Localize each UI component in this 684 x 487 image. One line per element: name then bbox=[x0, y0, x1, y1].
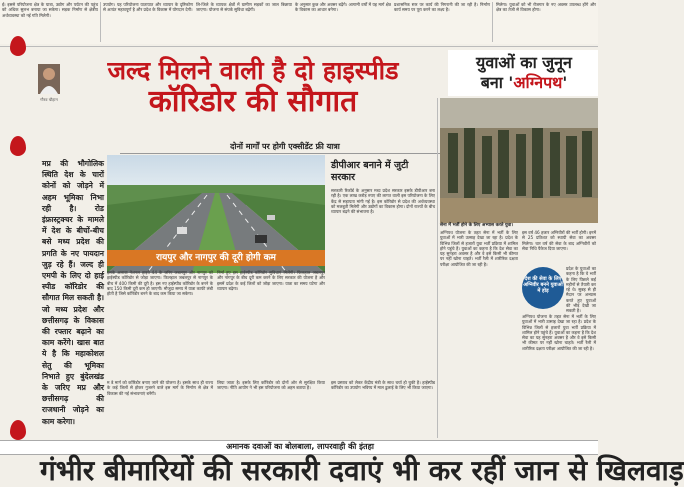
author-photo bbox=[38, 64, 60, 94]
youth-headline-suffix: ' bbox=[562, 73, 568, 92]
quote-badge: देश की सेवा के लिए अग्निवीर बनने युवाओं में होड़ bbox=[522, 267, 564, 309]
youth-headline-line-1: युवाओं का जुनून bbox=[476, 53, 572, 72]
top-column-5: प्रशासनिक स्तर पर कार्य की निगरानी की जा रही है। निर्माण कार्य समय पर पूरा करने का लक्ष्य है। bbox=[394, 2, 490, 13]
article-text: निर्मा हुए इस हाईस्पीड कॉरिडोर सुविधाएं मिलेंगी। फिलहाल जबलपुर और नागपुर के बीच दूरी कम करने के लिए सरकार की योजना है और इसमें प्रदेश के कई जिलों को जोड़ा जाएगा। यात्रा का समय घटेगा और व्यापार बढ़ेगा। bbox=[217, 270, 325, 291]
bottom-headline bbox=[40, 454, 684, 487]
drop-icon bbox=[10, 36, 26, 56]
bottom-strip-title: अमानक दवाओं का बोलबाला, लापरवाही की इंतहा bbox=[226, 442, 374, 451]
youth-headline-prefix: बना ' bbox=[480, 73, 514, 92]
divider bbox=[492, 2, 493, 42]
article-text: म डे मार्ग को कॉरिडोर बनाए जाने की योजना है। इसके साथ ही राज्य के कई जिलों से होकर गुजरने वाले इस मार्ग के निर्माण से क्षेत्र में विकास की नई संभावनाएं बनेंगी। bbox=[107, 380, 213, 396]
youth-article-text: अग्निपथ योजना के तहत सेना में भर्ती के लिए युवाओं में भारी उत्साह देखा जा रहा है। प्रदेश के विभिन्न जिलों से हजारों युवा भर्ती प्रक्रिया में शामिल होने पहुंचे हैं। युवाओं का कहना है कि देश सेवा का यह सुनहरा अवसर है और वे इसे किसी भी कीमत पर नहीं खोना चाहते। भर्ती रैली में शारीरिक दक्षता परीक्षा आयोजित की जा रही है। bbox=[522, 314, 596, 351]
intro-column: मप्र की भौगोलिक स्थिति देश के चारों कोनों को जोड़ने में अहम भूमिका निभा रही है। रोड इंफ्रास्ट्रक्चर के मामले में देश के बीचों-बीच बसे मध्य प्रदेश की प्रगति के नए पायदान जुड़ रहे हैं। जल्द ही एमपी के लिए दो हाई स्पीड कॉरिडोर की सौगात मिल सकती है। जो मध्य प्रदेश और छत्तीसगढ़ के विकास की रफ्तार बढ़ाने का काम करेंगे। खास बात ये है कि महाकोशल सेतु की भूमिका निभाते हुए बुंदेलखंड के जरिए मप्र और छत्तीसगढ़ की राजधानी जोड़ने का काम करेगा। bbox=[42, 159, 104, 426]
youth-article-text: अग्निपथ योजना के तहत सेना में भर्ती के लिए युवाओं में भारी उत्साह देखा जा रहा है। प्रदेश के विभिन्न जिलों से हजारों युवा भर्ती प्रक्रिया में शामिल होने पहुंचे हैं। युवाओं का कहना है कि देश सेवा का यह सुनहरा अवसर है और वे इसे किसी भी कीमत पर नहीं खोना चाहते। भर्ती रैली में शारीरिक दक्षता परीक्षा आयोजित की जा रही है। bbox=[440, 230, 518, 267]
youth-headline-highlight: अग्निपथ bbox=[513, 73, 563, 92]
bottom-headline-part-2: कर रहीं जान से खिलवाड़ bbox=[428, 454, 684, 487]
divider bbox=[0, 46, 598, 47]
article-text: इस प्रस्ताव को लेकर केंद्रीय मंत्री के साथ चर्चा हो चुकी है। हाईस्पीड कॉरिडोर का उपयोग भविष्य में माल ढुलाई के लिए भी किया जाएगा। bbox=[331, 380, 435, 391]
youth-headline-line-2 bbox=[450, 74, 598, 92]
divider bbox=[437, 98, 438, 438]
soldiers-photo bbox=[440, 98, 598, 223]
subheadline: दोनों मार्गों पर होगी एक्सीडेंट फ्री यात्रा bbox=[120, 141, 450, 154]
headline bbox=[58, 56, 448, 119]
highway-caption: रायपुर और नागपुर की दूरी होगी कम bbox=[107, 250, 325, 266]
bottom-headline-part-1: गंभीर बीमारियों की सरकारी दवाएं भी bbox=[40, 454, 429, 487]
youth-article-text: प्रदेश के युवाओं का कहना है कि वे भर्ती के लिए पिछले कई महीनों से तैयारी कर रहे थे। सुबह से ही मैदान पर अभ्यास करते हुए युवाओं की भीड़ देखी जा सकती है। bbox=[566, 266, 596, 314]
youth-article-text: इस वर्ष 46 हजार अग्निवीरों की भर्ती होगी। इनमें से 25 प्रतिशत को स्थायी सेवा का अवसर मिलेगा। चार वर्ष की सेवा के बाद अग्निवीरों को सेवा निधि पैकेज दिया जाएगा। bbox=[522, 230, 596, 251]
headline-line-1: जल्द मिलने वाली है दो हाइस्पीड bbox=[107, 56, 399, 85]
dpr-text: सरकारी रिकॉर्ड के अनुसार मध्य प्रदेश सरकार इसके डीपीआर बना रही है। एक लाख करोड़ रुपए की लागत वाली इस परियोजना के लिए केंद्र से सहायता मांगी गई है। इस कॉरिडोर से प्रदेश की अर्थव्यवस्था को मजबूती मिलेगी और उद्योगों का विकास होगा। दोनों राज्यों के बीच व्यापार बढ़ने की संभावना है। bbox=[331, 188, 435, 215]
top-column-3: लि-जिले के व्यापक क्षेत्रों में ग्रामीण सड़कों का जाल बिछाया जाएगा। योजना से संपर्क सुविधा बढ़ेगी। bbox=[196, 2, 292, 13]
dpr-heading: डीपीआर बनाने में जुटी सरकार bbox=[331, 160, 409, 183]
article-text: लिया जाता है। इसके लिए कॉरिडोर को दोनों ओर से सुरक्षित किया जाएगा। नीति आयोग ने भी इस परियोजना को अहम बताया है। bbox=[217, 380, 325, 391]
headline-line-2: कॉरिडोर की सौगात bbox=[148, 84, 358, 119]
author-name: गौरव चौहान bbox=[40, 97, 58, 102]
drop-icon bbox=[10, 136, 26, 156]
top-column-4: के अनुसार कुछ और अवसर बढ़ेंगे। आगामी वर्षों में यह मार्ग क्षेत्र के विकास का आधार बनेगा। bbox=[295, 2, 391, 13]
divider bbox=[100, 2, 101, 42]
top-column-2: उपयोग। यह परियोजना यातायात और व्यापार के दृष्टिकोण से अत्यंत महत्वपूर्ण है और प्रदेश के विकास में योगदान देगी। bbox=[103, 2, 193, 13]
article-text: इसके अलावा नेशनल हाइवे 44 के जरिए जबलपुर और नागपुर को हाईस्पीड कॉरिडोर से जोड़ा जाएगा। फिलहाल जबलपुर से नागपुर के बीच में 400 किमी की दूरी है। इस नए हाईस्पीड कॉरिडोर के बनने के बाद 150 किमी दूरी कम हो जाएगी। मौजूदा समय में यात्रा काफी लंबी होती है जिसे कॉरिडोर बनने के बाद कम किया जा सकेगा। bbox=[107, 270, 213, 297]
top-column-6: मिलेगा। युवाओं को भी रोजगार के नए अवसर उपलब्ध होंगे और क्षेत्र का तेजी से विकास होगा। bbox=[496, 2, 596, 13]
drop-icon bbox=[10, 420, 26, 440]
top-column-1: ई। इससे परियोजना क्षेत्र के यात्रा, उद्योग और पर्यटन की पहुंच को अधिक सुलभ बनाया जा सकेगा। सड़क निर्माण से क्षेत्रीय अर्थव्यवस्था को नई गति मिलेगी। bbox=[2, 2, 98, 18]
soldiers-caption: सेना में भर्ती होने के लिए अभ्यास करते युवा। bbox=[440, 223, 514, 228]
